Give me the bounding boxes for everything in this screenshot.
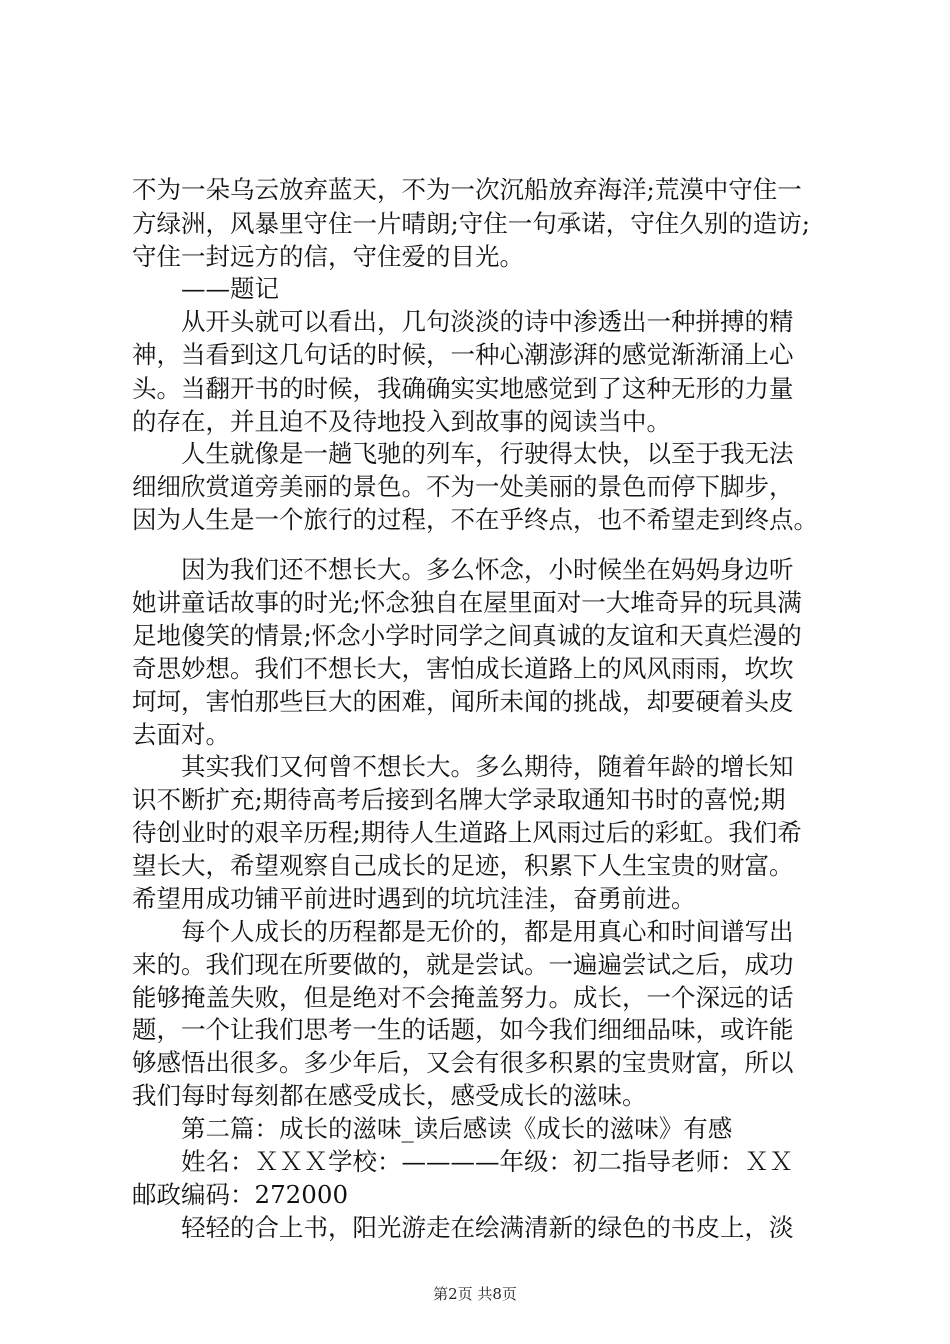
text-line: 望长大，希望观察自己成长的足迹，积累下人生宝贵的财富。: [132, 851, 794, 880]
text-line: 方绿洲，风暴里守住一片晴朗;守住一句承诺，守住久别的造访;: [132, 209, 811, 238]
text-line: ——题记: [132, 274, 279, 303]
text-line: 坷坷，害怕那些巨大的困难，闻所未闻的挑战，却要硬着头皮: [132, 687, 794, 716]
text-line: 因为我们还不想长大。多么怀念，小时候坐在妈妈身边听: [132, 555, 794, 584]
text-line: 我们每时每刻都在感受成长，感受成长的滋味。: [132, 1081, 647, 1110]
text-line: 不为一朵乌云放弃蓝天，不为一次沉船放弃海洋;荒漠中守住一: [132, 175, 802, 204]
text-line: 其实我们又何曾不想长大。多么期待，随着年龄的增长知: [132, 752, 794, 781]
text-line: 人生就像是一趟飞驰的列车，行驶得太快，以至于我无法: [132, 439, 794, 468]
text-line: 轻轻的合上书，阳光游走在绘满清新的绿色的书皮上，淡: [132, 1213, 794, 1242]
section-heading: 第二篇：成长的滋味_读后感读《成长的滋味》有感: [132, 1114, 733, 1143]
text-line: 每个人成长的历程都是无价的，都是用真心和时间谱写出: [132, 917, 794, 946]
text-line: 头。当翻开书的时候，我确确实实地感觉到了这种无形的力量: [132, 374, 794, 403]
text-line: 邮政编码：272000: [132, 1180, 349, 1209]
text-line: 细细欣赏道旁美丽的景色。不为一处美丽的景色而停下脚步，: [132, 472, 794, 501]
page-footer: 第2页 共8页: [433, 1285, 517, 1303]
text-line: 来的。我们现在所要做的，就是尝试。一遍遍尝试之后，成功: [132, 950, 794, 979]
text-line: 姓名：ＸＸＸ学校：————年级：初二指导老师：ＸＸ: [132, 1147, 794, 1176]
text-line: 守住一封远方的信，守住爱的目光。: [132, 242, 524, 271]
text-line: 足地傻笑的情景;怀念小学时同学之间真诚的友谊和天真烂漫的: [132, 621, 802, 650]
text-line: 她讲童话故事的时光;怀念独自在屋里面对一大堆奇异的玩具满: [132, 588, 802, 617]
text-line: 因为人生是一个旅行的过程，不在乎终点，也不希望走到终点。: [132, 505, 818, 534]
text-line: 题，一个让我们思考一生的话题，如今我们细细品味，或许能: [132, 1015, 794, 1044]
text-line: 够感悟出很多。多少年后，又会有很多积累的宝贵财富，所以: [132, 1048, 794, 1077]
text-line: 神，当看到这几句话的时候，一种心潮澎湃的感觉渐渐涌上心: [132, 340, 794, 369]
text-line: 去面对。: [132, 720, 230, 749]
text-line: 识不断扩充;期待高考后接到名牌大学录取通知书时的喜悦;期: [132, 785, 786, 814]
text-line: 的存在，并且迫不及待地投入到故事的阅读当中。: [132, 407, 671, 436]
text-line: 能够掩盖失败，但是绝对不会掩盖努力。成长，一个深远的话: [132, 983, 794, 1012]
text-line: 希望用成功铺平前进时遇到的坑坑洼洼，奋勇前进。: [132, 884, 696, 913]
text-line: 从开头就可以看出，几句淡淡的诗中渗透出一种拼搏的精: [132, 307, 794, 336]
text-line: 待创业时的艰辛历程;期待人生道路上风雨过后的彩虹。我们希: [132, 818, 802, 847]
text-line: 奇思妙想。我们不想长大，害怕成长道路上的风风雨雨，坎坎: [132, 654, 794, 683]
